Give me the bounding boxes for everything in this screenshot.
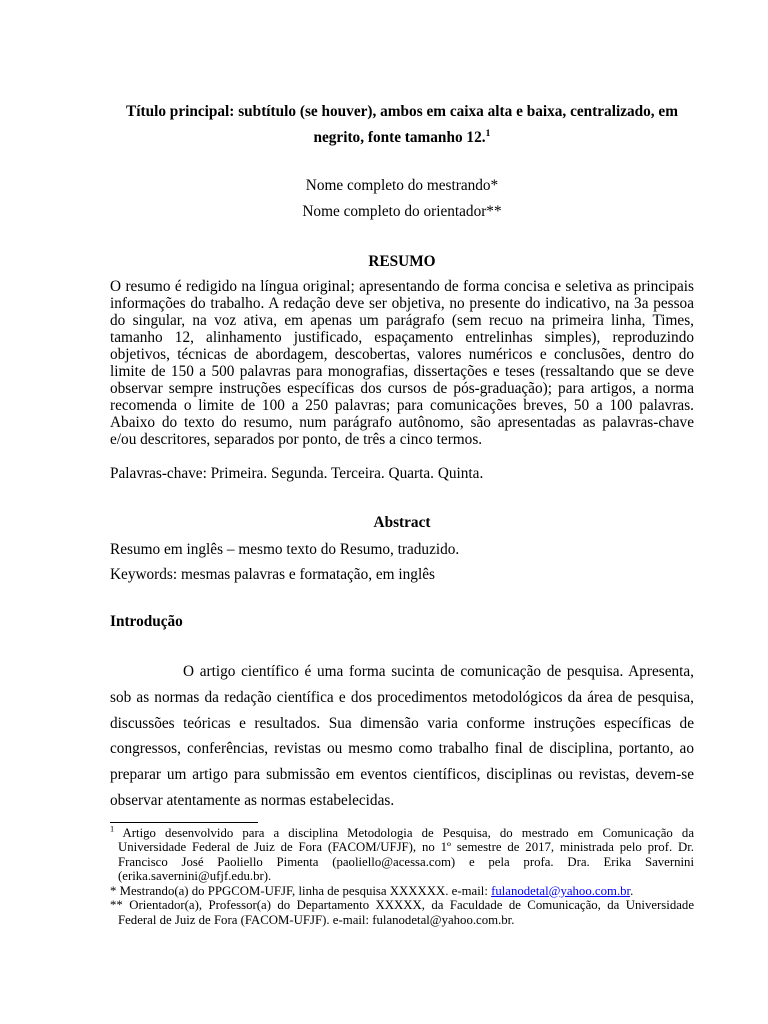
footnote-marker: * (110, 883, 117, 898)
email-link[interactable]: fulanodetal@yahoo.com.br (491, 883, 631, 898)
footnote-text: Artigo desenvolvido para a disciplina Metodologia de Pesquisa, do mestrado em Comunicação da (122, 825, 694, 840)
footnote-line (110, 898, 694, 913)
abstract-heading: Abstract (373, 514, 431, 531)
footnote-separator (110, 822, 258, 823)
resumo-line: tamanho 12, alinhamento justificado, espaçamento entrelinhas simples), reproduzindo (110, 328, 694, 346)
resumo-line: limite de 150 a 500 palavras para monografias, dissertações e teses (ressaltando que se deve (110, 362, 694, 380)
resumo-line: O resumo é redigido na língua original; apresentando de forma concisa e seletiva as principais (110, 277, 694, 295)
authors-block (110, 173, 694, 225)
intro-line: O artigo científico é uma forma sucinta de comunicação de pesquisa. Apresenta, (183, 663, 694, 680)
advisor-name: Nome completo do orientador** (302, 203, 502, 220)
intro-line: congressos, conferências, revistas ou mesmo como trabalho final de disciplina, portanto, ao (110, 740, 694, 758)
footnote-marker: ** (110, 898, 123, 913)
intro-heading: Introdução (110, 613, 183, 630)
footnote-text: Mestrando(a) do PPGCOM-UFJF, linha de pesquisa XXXXXX. e-mail: (119, 883, 492, 898)
intro-line: preparar um artigo para submissão em eventos científicos, disciplinas ou revistas, devem-se (110, 766, 694, 784)
paper-title (110, 99, 694, 151)
resumo-line: e/ou descritores, separados por ponto, de três a cinco termos. (110, 430, 483, 448)
resumo-line: informações do trabalho. A redação deve ser objetiva, no presente do indicativo, na 3a pessoa (110, 294, 694, 312)
title-line-text: negrito, fonte tamanho 12. (313, 129, 486, 146)
title-line: Título principal: subtítulo (se houver), ambos em caixa alta e baixa, centralizado, em (126, 103, 678, 120)
footnote-line (110, 884, 694, 899)
resumo-line: observar sempre instruções específicas dos cursos de pós-graduação); para artigos, a norma (110, 379, 694, 397)
title-footnote-ref: 1 (485, 127, 491, 139)
footnote-line: (erika.savernini@ufjf.edu.br). (118, 869, 272, 884)
intro-line: sob as normas da redação científica e dos procedimentos metodológicos da área de pesquisa, (110, 688, 694, 706)
footnote-line (110, 826, 694, 841)
footnote-text: Orientador(a), Professor(a) do Departamento XXXXX, da Faculdade de Comunicação, da Universidade (129, 898, 694, 913)
student-name: Nome completo do mestrando* (305, 177, 499, 194)
abstract-text: Resumo em inglês – mesmo texto do Resumo, traduzido. (110, 540, 460, 558)
footnote-line: Federal de Juiz de Fora (FACOM-UFJF). e-mail: fulanodetal@yahoo.com.br. (118, 912, 515, 927)
intro-line: discussões teóricas e resultados. Sua dimensão varia conforme instruções específicas de (110, 714, 694, 732)
footnotes (110, 826, 694, 928)
footnote-marker: 1 (110, 824, 115, 834)
resumo-heading: RESUMO (368, 253, 436, 270)
resumo-keywords: Palavras-chave: Primeira. Segunda. Terceira. Quarta. Quinta. (110, 464, 484, 482)
title-line (110, 125, 694, 151)
footnote-line: Francisco José Paoliello Pimenta (paoliello@acessa.com) e pela profa. Dra. Erika Savernini (118, 854, 694, 869)
abstract-block (110, 537, 694, 587)
resumo-line: objetivos, técnicas de abordagem, descobertas, valores numéricos e conclusões, dentro do (110, 345, 694, 363)
footnote-line: Universidade Federal de Juiz de Fora (FACOM/UFJF), no 1º semestre de 2017, ministrada pelo prof. Dr. (118, 840, 694, 855)
resumo-line: do singular, na voz ativa, em apenas um parágrafo (sem recuo na primeira linha, Times, (110, 311, 694, 329)
resumo-line: Abaixo do texto do resumo, num parágrafo autônomo, são apresentadas as palavras-chave (110, 413, 694, 431)
intro-paragraph (110, 659, 694, 814)
resumo-paragraph (110, 278, 694, 448)
footnote-text: . (630, 883, 634, 898)
abstract-keywords: Keywords: mesmas palavras e formatação, em inglês (110, 565, 435, 583)
intro-line: observar atentamente as normas estabelecidas. (110, 791, 395, 809)
resumo-line: recomenda o limite de 100 a 250 palavras; para comunicações breves, 50 a 100 palavras. (110, 396, 694, 414)
